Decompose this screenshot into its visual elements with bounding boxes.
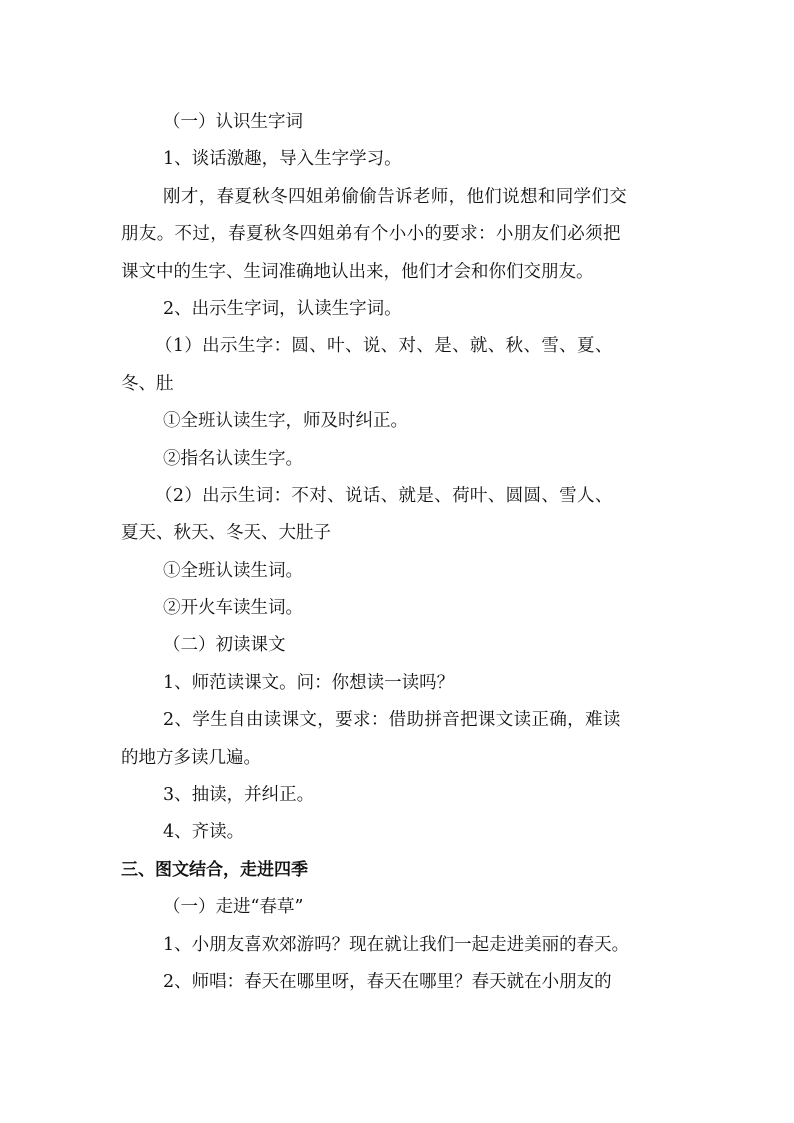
paragraph-read-together: 4、齐读。 (163, 822, 245, 843)
paragraph-spot-reading: 3、抽读，并纠正。 (163, 785, 315, 806)
list-item-named-read-characters: ②指名认读生字。 (163, 448, 303, 469)
paragraph-show-characters-line-2: 冬、肚 (121, 373, 174, 394)
paragraph-show-words-line-2: 夏天、秋天、冬天、大肚子 (121, 523, 331, 544)
paragraph-step-2: 2、出示生字词，认读生字词。 (163, 298, 402, 319)
paragraph-teacher-sings: 2、师唱：春天在哪里呀，春天在哪里？春天就在小朋友的 (163, 971, 612, 992)
subheading-first-reading: （二）初读课文 (163, 635, 286, 656)
paragraph-free-reading-line-1: 2、学生自由读课文，要求：借助拼音把课文读正确，难读 (163, 710, 621, 731)
paragraph-step-1: 1、谈话激趣，导入生字学习。 (163, 149, 402, 170)
paragraph-intro-line-3: 课文中的生字、生词准确地认出来，他们才会和你们交朋友。 (121, 261, 594, 282)
subheading-spring-grass: （一）走进“春草” (163, 897, 304, 918)
paragraph-show-characters-line-1: （1）出示生字：圆、叶、说、对、是、就、秋、雪、夏、 (155, 336, 613, 357)
list-item-class-read-words: ①全班认读生词。 (163, 560, 303, 581)
list-item-train-read-words: ②开火车读生词。 (163, 598, 303, 619)
list-item-class-read-characters: ①全班认读生字，师及时纠正。 (163, 411, 408, 432)
subheading-recognize-words: （一）认识生字词 (163, 112, 303, 132)
paragraph-show-words-line-1: （2）出示生词：不对、说话、就是、荷叶、圆圆、雪人、 (155, 485, 613, 506)
paragraph-free-reading-line-2: 的地方多读几遍。 (121, 747, 261, 768)
paragraph-outing-question: 1、小朋友喜欢郊游吗？现在就让我们一起走进美丽的春天。 (163, 934, 630, 955)
paragraph-intro-line-1: 刚才，春夏秋冬四姐弟偷偷告诉老师，他们说想和同学们交 (163, 186, 628, 207)
paragraph-teacher-reads: 1、师范读课文。问：你想读一读吗？ (163, 672, 455, 693)
section-heading-four-seasons: 三、图文结合，走进四季 (121, 859, 308, 880)
document-body (121, 104, 677, 1001)
paragraph-intro-line-2: 朋友。不过，春夏秋冬四姐弟有个小小的要求：小朋友们必须把 (121, 224, 621, 245)
